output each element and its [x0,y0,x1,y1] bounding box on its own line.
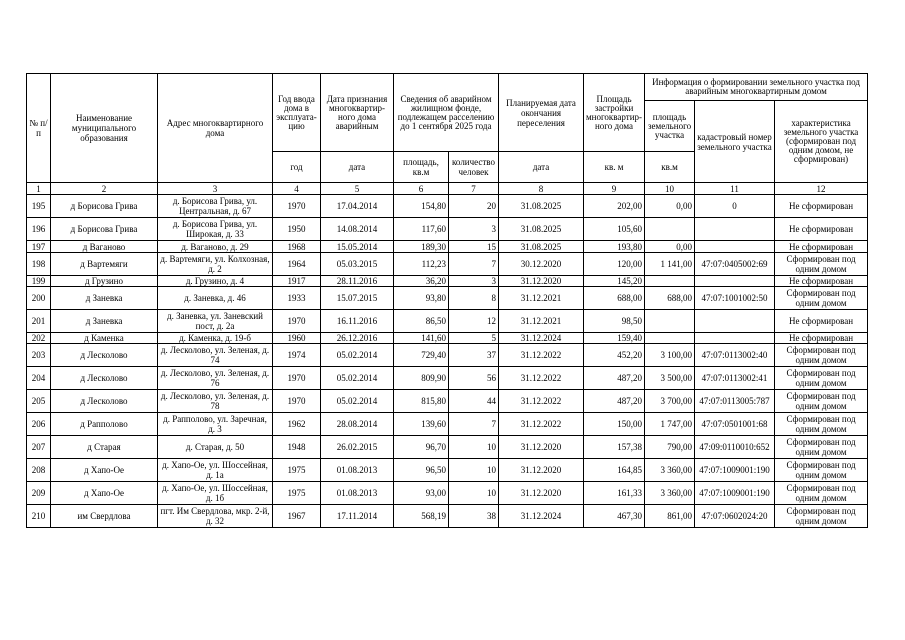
land-area-cell: 1 747,00 [645,413,695,436]
planned-date-cell: 30.12.2020 [499,253,584,276]
area-cell: 139,60 [394,413,449,436]
row-num: 195 [27,195,51,218]
year-cell: 1970 [273,195,321,218]
planned-date-cell: 31.08.2025 [499,241,584,253]
building-area-cell: 120,00 [584,253,645,276]
table-row [27,436,868,459]
municipality-cell: д Рапполово [51,413,158,436]
building-area-cell: 487,20 [584,367,645,390]
building-area-cell: 105,60 [584,218,645,241]
land-area-cell [645,218,695,241]
recognition-date-cell: 16.11.2016 [321,310,394,333]
recognition-date-cell: 15.05.2014 [321,241,394,253]
recognition-date-cell: 26.02.2015 [321,436,394,459]
header-land-feature: характеристика земельного участка (сформирован под одним домом, не сформирован) [775,101,868,183]
row-num: 208 [27,459,51,482]
area-cell: 112,23 [394,253,449,276]
municipality-cell: д Хапо-Ое [51,482,158,505]
people-cell: 38 [449,505,499,528]
municipality-cell: д Лесколово [51,367,158,390]
people-cell: 3 [449,276,499,287]
cadastral-cell [695,333,775,344]
unit-people: количество человек [449,152,499,183]
unit-sqm-2: кв.м [645,152,695,183]
people-cell: 3 [449,218,499,241]
year-cell: 1960 [273,333,321,344]
municipality-cell: д Ваганово [51,241,158,253]
address-cell: д. Лесколово, ул. Зеленая, д. 76 [158,367,273,390]
recognition-date-cell: 14.08.2014 [321,218,394,241]
table-row [27,218,868,241]
land-area-cell: 688,00 [645,287,695,310]
recognition-date-cell: 05.02.2014 [321,367,394,390]
column-number: 10 [645,183,695,195]
row-num: 202 [27,333,51,344]
address-cell: д. Заневка, д. 46 [158,287,273,310]
column-number: 1 [27,183,51,195]
land-feature-cell: Сформирован под одним домом [775,344,868,367]
row-num: 201 [27,310,51,333]
year-cell: 1970 [273,310,321,333]
planned-date-cell: 31.12.2022 [499,367,584,390]
land-feature-cell: Сформирован под одним домом [775,367,868,390]
housing-table [26,73,868,528]
column-number: 8 [499,183,584,195]
year-cell: 1975 [273,482,321,505]
year-cell: 1917 [273,276,321,287]
table-row [27,276,868,287]
address-cell: д. Грузино, д. 4 [158,276,273,287]
land-area-cell: 0,00 [645,241,695,253]
column-number: 3 [158,183,273,195]
land-area-cell: 0,00 [645,195,695,218]
building-area-cell: 157,38 [584,436,645,459]
building-area-cell: 161,33 [584,482,645,505]
address-cell: д. Хапо-Ое, ул. Шоссейная, д. 1а [158,459,273,482]
people-cell: 10 [449,459,499,482]
recognition-date-cell: 05.02.2014 [321,390,394,413]
planned-date-cell: 31.12.2024 [499,505,584,528]
area-cell: 809,90 [394,367,449,390]
table-row [27,505,868,528]
recognition-date-cell: 17.04.2014 [321,195,394,218]
area-cell: 117,60 [394,218,449,241]
people-cell: 20 [449,195,499,218]
header-land-info: Информация о формировании земельного участка под аварийным многоквартирным домом [645,74,868,101]
land-feature-cell: Не сформирован [775,276,868,287]
unit-year: год [273,152,321,183]
land-feature-cell: Сформирован под одним домом [775,505,868,528]
header-cadastral: кадастровый номер земельного участка [695,101,775,183]
building-area-cell: 145,20 [584,276,645,287]
address-cell: д. Хапо-Ое, ул. Шоссейная, д. 1б [158,482,273,505]
address-cell: д. Лесколово, ул. Зеленая, д. 78 [158,390,273,413]
land-feature-cell: Сформирован под одним домом [775,253,868,276]
table-row [27,344,868,367]
area-cell: 93,00 [394,482,449,505]
municipality-cell: им Свердлова [51,505,158,528]
municipality-cell: д Хапо-Ое [51,459,158,482]
address-cell: д. Борисова Грива, ул. Широкая, д. 33 [158,218,273,241]
people-cell: 10 [449,482,499,505]
building-area-cell: 467,30 [584,505,645,528]
column-number: 9 [584,183,645,195]
column-number: 6 [394,183,449,195]
land-feature-cell: Не сформирован [775,241,868,253]
land-feature-cell: Сформирован под одним домом [775,390,868,413]
cadastral-cell: 47:07:0113005:787 [695,390,775,413]
header-planned-end: Планируемая дата окончания переселения [499,74,584,152]
people-cell: 7 [449,253,499,276]
people-cell: 56 [449,367,499,390]
address-cell: д. Борисова Грива, ул. Центральная, д. 67 [158,195,273,218]
building-area-cell: 688,00 [584,287,645,310]
land-area-cell: 861,00 [645,505,695,528]
recognition-date-cell: 17.11.2014 [321,505,394,528]
land-area-cell: 3 360,00 [645,459,695,482]
cadastral-cell: 47:07:0602024:20 [695,505,775,528]
land-area-cell: 3 700,00 [645,390,695,413]
unit-date-2: дата [499,152,584,183]
address-cell: д. Рапполово, ул. Заречная, д. 3 [158,413,273,436]
people-cell: 15 [449,241,499,253]
table-row [27,413,868,436]
building-area-cell: 98,50 [584,310,645,333]
address-cell: д. Заневка, ул. Заневский пост, д. 2а [158,310,273,333]
people-cell: 8 [449,287,499,310]
cadastral-cell: 0 [695,195,775,218]
row-num: 206 [27,413,51,436]
cadastral-cell [695,241,775,253]
land-area-cell [645,310,695,333]
header-year-commissioned: Год ввода дома в эксплуата-цию [273,74,321,152]
year-cell: 1967 [273,505,321,528]
column-number-row [27,183,868,195]
row-num: 209 [27,482,51,505]
column-number: 4 [273,183,321,195]
people-cell: 37 [449,344,499,367]
year-cell: 1933 [273,287,321,310]
planned-date-cell: 31.12.2021 [499,287,584,310]
planned-date-cell: 31.12.2021 [499,310,584,333]
year-cell: 1962 [273,413,321,436]
unit-sqm: кв. м [584,152,645,183]
cadastral-cell [695,276,775,287]
municipality-cell: д Лесколово [51,344,158,367]
land-area-cell: 3 100,00 [645,344,695,367]
recognition-date-cell: 26.12.2016 [321,333,394,344]
cadastral-cell [695,310,775,333]
municipality-cell: д Старая [51,436,158,459]
table-row [27,241,868,253]
land-feature-cell: Не сформирован [775,195,868,218]
row-num: 210 [27,505,51,528]
address-cell: д. Ваганово, д. 29 [158,241,273,253]
unit-date: дата [321,152,394,183]
table-header [27,74,868,195]
row-num: 199 [27,276,51,287]
cadastral-cell: 47:07:0501001:68 [695,413,775,436]
row-num: 196 [27,218,51,241]
planned-date-cell: 31.12.2022 [499,390,584,413]
land-area-cell: 790,00 [645,436,695,459]
cadastral-cell: 47:07:0113002:41 [695,367,775,390]
recognition-date-cell: 28.11.2016 [321,276,394,287]
planned-date-cell: 31.12.2020 [499,482,584,505]
table-row [27,459,868,482]
unit-area: площадь, кв.м [394,152,449,183]
planned-date-cell: 31.12.2020 [499,436,584,459]
building-area-cell: 202,00 [584,195,645,218]
table-body [27,195,868,528]
people-cell: 12 [449,310,499,333]
recognition-date-cell: 01.08.2013 [321,482,394,505]
municipality-cell: д Борисова Грива [51,218,158,241]
address-cell: д. Лесколово, ул. Зеленая, д. 74 [158,344,273,367]
row-num: 207 [27,436,51,459]
building-area-cell: 159,40 [584,333,645,344]
area-cell: 815,80 [394,390,449,413]
land-feature-cell: Сформирован под одним домом [775,459,868,482]
row-num: 200 [27,287,51,310]
area-cell: 154,80 [394,195,449,218]
people-cell: 7 [449,413,499,436]
year-cell: 1950 [273,218,321,241]
row-num: 197 [27,241,51,253]
address-cell: д. Старая, д. 50 [158,436,273,459]
planned-date-cell: 31.08.2025 [499,218,584,241]
area-cell: 93,80 [394,287,449,310]
municipality-cell: д Борисова Грива [51,195,158,218]
municipality-cell: д Грузино [51,276,158,287]
municipality-cell: д Заневка [51,310,158,333]
recognition-date-cell: 05.03.2015 [321,253,394,276]
planned-date-cell: 31.12.2020 [499,276,584,287]
land-feature-cell: Не сформирован [775,333,868,344]
table-row [27,482,868,505]
address-cell: д. Каменка, д. 19-б [158,333,273,344]
municipality-cell: д Каменка [51,333,158,344]
planned-date-cell: 31.12.2024 [499,333,584,344]
table-row [27,253,868,276]
land-feature-cell: Не сформирован [775,310,868,333]
land-feature-cell: Не сформирован [775,218,868,241]
year-cell: 1975 [273,459,321,482]
land-area-cell: 3 360,00 [645,482,695,505]
land-area-cell [645,276,695,287]
year-cell: 1970 [273,390,321,413]
header-land-area: площадь земельного участка [645,101,695,152]
column-number: 5 [321,183,394,195]
people-cell: 5 [449,333,499,344]
recognition-date-cell: 28.08.2014 [321,413,394,436]
row-num: 204 [27,367,51,390]
planned-date-cell: 31.08.2025 [499,195,584,218]
recognition-date-cell: 01.08.2013 [321,459,394,482]
year-cell: 1970 [273,367,321,390]
year-cell: 1948 [273,436,321,459]
area-cell: 189,30 [394,241,449,253]
area-cell: 96,50 [394,459,449,482]
column-number: 12 [775,183,868,195]
column-number: 2 [51,183,158,195]
building-area-cell: 150,00 [584,413,645,436]
header-address: Адрес многоквартирного дома [158,74,273,183]
area-cell: 96,70 [394,436,449,459]
header-emergency-fund: Сведения об аварийном жилищном фонде, подлежащем расселению до 1 сентября 2025 года [394,74,499,152]
year-cell: 1974 [273,344,321,367]
row-num: 205 [27,390,51,413]
municipality-cell: д Лесколово [51,390,158,413]
municipality-cell: д Вартемяги [51,253,158,276]
row-num: 198 [27,253,51,276]
year-cell: 1964 [273,253,321,276]
column-number: 7 [449,183,499,195]
table-row [27,287,868,310]
table-row [27,367,868,390]
land-area-cell: 3 500,00 [645,367,695,390]
header-num: № п/п [27,74,51,183]
recognition-date-cell: 15.07.2015 [321,287,394,310]
table-row [27,333,868,344]
cadastral-cell: 47:07:0405002:69 [695,253,775,276]
planned-date-cell: 31.12.2020 [499,459,584,482]
area-cell: 86,50 [394,310,449,333]
land-feature-cell: Сформирован под одним домом [775,413,868,436]
building-area-cell: 487,20 [584,390,645,413]
address-cell: д. Вартемяги, ул. Колхозная, д. 2 [158,253,273,276]
cadastral-cell: 47:07:0113002:40 [695,344,775,367]
area-cell: 36,20 [394,276,449,287]
people-cell: 44 [449,390,499,413]
cadastral-cell: 47:09:0110010:652 [695,436,775,459]
address-cell: пгт. Им Свердлова, мкр. 2-й, д. 32 [158,505,273,528]
table-row [27,310,868,333]
building-area-cell: 164,85 [584,459,645,482]
land-feature-cell: Сформирован под одним домом [775,436,868,459]
cadastral-cell: 47:07:1009001:190 [695,459,775,482]
header-recognition-date: Дата признания многоквартир-ного дома аварийным [321,74,394,152]
table-row [27,390,868,413]
building-area-cell: 193,80 [584,241,645,253]
building-area-cell: 452,20 [584,344,645,367]
land-area-cell [645,333,695,344]
planned-date-cell: 31.12.2022 [499,344,584,367]
land-feature-cell: Сформирован под одним домом [775,482,868,505]
area-cell: 729,40 [394,344,449,367]
row-num: 203 [27,344,51,367]
cadastral-cell: 47:07:1009001:190 [695,482,775,505]
planned-date-cell: 31.12.2022 [499,413,584,436]
people-cell: 10 [449,436,499,459]
column-number: 11 [695,183,775,195]
year-cell: 1968 [273,241,321,253]
land-feature-cell: Сформирован под одним домом [775,287,868,310]
recognition-date-cell: 05.02.2014 [321,344,394,367]
header-municipality: Наименование муниципального образования [51,74,158,183]
table-row [27,195,868,218]
land-area-cell: 1 141,00 [645,253,695,276]
municipality-cell: д Заневка [51,287,158,310]
area-cell: 141,60 [394,333,449,344]
cadastral-cell: 47:07:1001002:50 [695,287,775,310]
header-building-area: Площадь застройки многоквартир-ного дома [584,74,645,152]
cadastral-cell [695,218,775,241]
area-cell: 568,19 [394,505,449,528]
